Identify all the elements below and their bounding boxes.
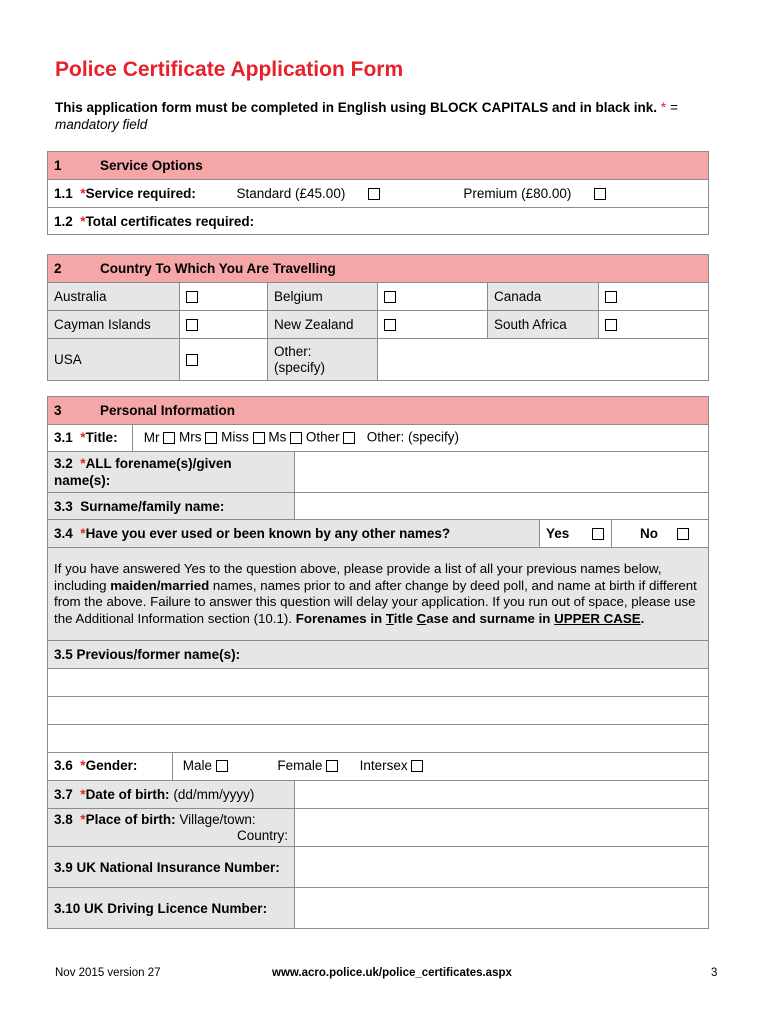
dob-label: 3.7 *Date of birth: (dd/mm/yyyy): [48, 781, 295, 809]
ni-number-label: 3.9 UK National Insurance Number:: [48, 847, 295, 888]
surname-field[interactable]: [295, 493, 709, 520]
other-country-field[interactable]: [378, 339, 709, 381]
canada-checkbox[interactable]: [605, 291, 617, 303]
country-label: South Africa: [488, 311, 599, 339]
driving-licence-field[interactable]: [295, 888, 709, 929]
country-label: USA: [48, 339, 180, 381]
other-names-no-checkbox[interactable]: [677, 528, 689, 540]
title-mrs-checkbox[interactable]: [205, 432, 217, 444]
new-zealand-checkbox[interactable]: [384, 319, 396, 331]
section-2-table: [47, 254, 709, 381]
usa-checkbox[interactable]: [186, 354, 198, 366]
service-required-label: 1.1 *Service required:: [48, 180, 231, 208]
section-3-header: 3 Personal Information: [48, 397, 709, 425]
footer-version: Nov 2015 version 27: [55, 967, 161, 979]
forenames-label: 3.2 *ALL forename(s)/given name(s):: [48, 452, 295, 493]
belgium-cell: [378, 283, 488, 311]
cayman-islands-checkbox[interactable]: [186, 319, 198, 331]
gender-intersex-checkbox[interactable]: [411, 760, 423, 772]
section-1-table: [47, 151, 709, 235]
other-names-yes: Yes: [540, 520, 612, 548]
total-certificates-field[interactable]: 1.2 *Total certificates required:: [48, 208, 709, 235]
pob-field[interactable]: [295, 809, 709, 847]
section-1-header: 1 Service Options: [48, 152, 709, 180]
driving-licence-label: 3.10 UK Driving Licence Number:: [48, 888, 295, 929]
country-label: Cayman Islands: [48, 311, 180, 339]
service-options: Standard (£45.00) Premium (£80.00): [231, 180, 709, 208]
country-label: Canada: [488, 283, 599, 311]
usa-cell: [180, 339, 268, 381]
south-africa-cell: [599, 311, 709, 339]
new-zealand-cell: [378, 311, 488, 339]
pob-label: 3.8 *Place of birth: Village/town: Country:: [48, 809, 295, 847]
previous-names-label: 3.5 Previous/former name(s):: [48, 641, 709, 669]
premium-checkbox[interactable]: [594, 188, 606, 200]
gender-female-checkbox[interactable]: [326, 760, 338, 772]
title-other-specify[interactable]: Other: (specify): [366, 429, 459, 445]
ni-number-field[interactable]: [295, 847, 709, 888]
standard-checkbox[interactable]: [368, 188, 380, 200]
cayman-cell: [180, 311, 268, 339]
surname-label: 3.3 Surname/family name:: [48, 493, 295, 520]
gender-male-checkbox[interactable]: [216, 760, 228, 772]
australia-cell: [180, 283, 268, 311]
previous-name-line[interactable]: [48, 725, 709, 753]
other-names-question: 3.4 *Have you ever used or been known by any other names?: [48, 520, 540, 548]
south-africa-checkbox[interactable]: [605, 319, 617, 331]
canada-cell: [599, 283, 709, 311]
gender-row: 3.6 *Gender: Male Female Intersex: [48, 753, 709, 781]
other-names-no: No: [612, 520, 709, 548]
section-3-table: [47, 396, 709, 929]
other-names-yes-checkbox[interactable]: [592, 528, 604, 540]
other-country-label: Other: (specify): [268, 339, 378, 381]
form-title: Police Certificate Application Form: [55, 58, 404, 81]
page-number: 3: [711, 967, 718, 979]
intro-text: This application form must be completed in English using BLOCK CAPITALS and in black ink. * = mandatory field: [55, 100, 678, 132]
previous-name-line[interactable]: [48, 669, 709, 697]
country-label: Belgium: [268, 283, 378, 311]
belgium-checkbox[interactable]: [384, 291, 396, 303]
dob-field[interactable]: [295, 781, 709, 809]
country-label: New Zealand: [268, 311, 378, 339]
title-row: 3.1 *Title: Mr Mrs Miss Ms Other Other: (specify): [48, 425, 709, 452]
australia-checkbox[interactable]: [186, 291, 198, 303]
forenames-field[interactable]: [295, 452, 709, 493]
title-other-checkbox[interactable]: [343, 432, 355, 444]
title-ms-checkbox[interactable]: [290, 432, 302, 444]
previous-names-instructions: If you have answered Yes to the question above, please provide a list of all your previous names below, including maiden/married names, names prior to and after change by deed poll, and name at birth if different from the above. Failure to answer this question will delay your application. If you run out of space, please use the Additional Information section (10.1). Forenames in Title Case and surname in UPPER CASE.: [48, 548, 709, 641]
previous-name-line[interactable]: [48, 697, 709, 725]
country-label: Australia: [48, 283, 180, 311]
section-2-header: 2 Country To Which You Are Travelling: [48, 255, 709, 283]
title-mr-checkbox[interactable]: [163, 432, 175, 444]
title-miss-checkbox[interactable]: [253, 432, 265, 444]
footer-url[interactable]: www.acro.police.uk/police_certificates.aspx: [272, 967, 512, 979]
